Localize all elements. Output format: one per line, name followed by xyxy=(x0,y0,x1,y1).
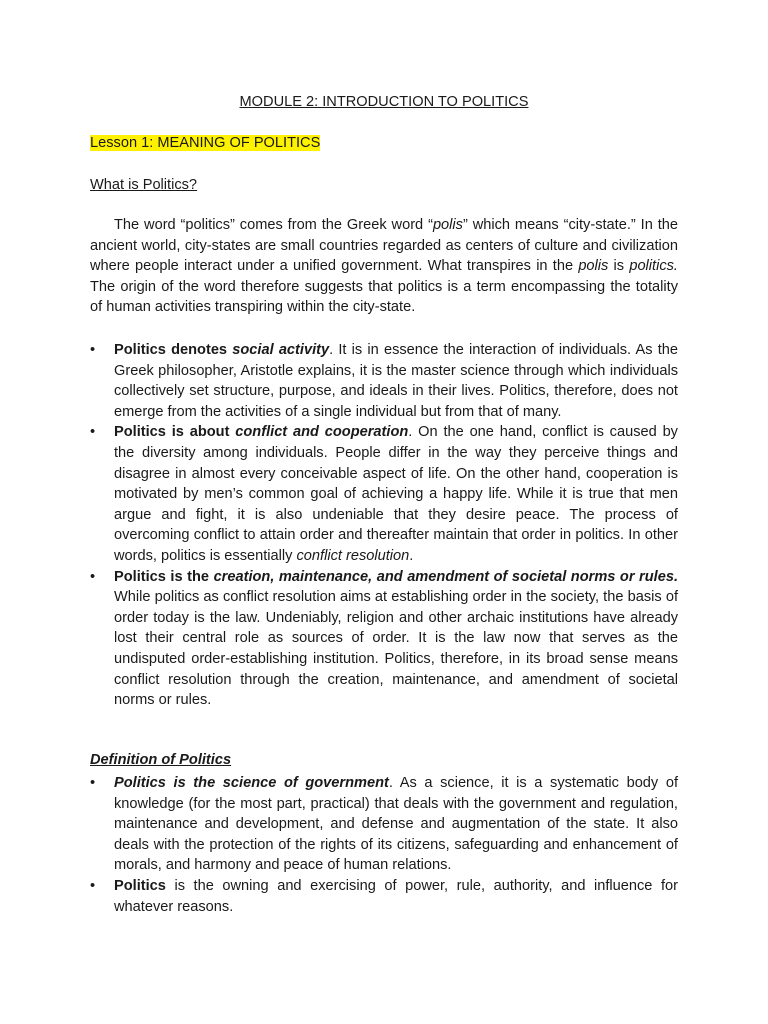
bullet-bold-lead: Politics is about xyxy=(114,424,236,441)
bullet-icon: • xyxy=(90,342,96,358)
bullet-text: . It is in essence the interaction of individuals. As the Greek philosopher, Aristotle explains, it is the master science through which individuals collectively set structure, purpose, and ideals in their lives. Politics, therefore, does not emerge from the activities of a single individual but from that of many. xyxy=(114,342,678,420)
bullet-key-term: creation, maintenance, and amendment of societal norms or rules. xyxy=(213,568,678,585)
intro-italic-politics: politics. xyxy=(629,258,678,275)
lesson-heading xyxy=(90,134,320,152)
list-item xyxy=(90,773,678,876)
intro-text-4: The origin of the word therefore suggests that politics is a term encompassing the totality of human activities transpiring within the city-state. xyxy=(90,278,678,316)
intro-text-2: ” which means “city-state.” In the ancient world, city-states are small countries regarded as centers of culture and civilization where people interact under a unified government. What transpires in the xyxy=(90,217,679,275)
intro-text-3: is xyxy=(608,258,630,275)
list-item xyxy=(90,567,678,711)
intro-italic-polis-2: polis xyxy=(578,258,609,275)
list-item xyxy=(90,340,678,422)
bullet-text: . As a science, it is a systematic body of knowledge (for the most part, practical) that deals with the government and regulation, maintenance and development, and defense and augmentation of the state. It also deals with the protection of the rights of its citizens, safeguarding and enhancement of morals, and harmony and peace of human relations. xyxy=(114,775,678,874)
bullet-key-term: conflict and cooperation xyxy=(235,424,409,441)
section-heading-definition: Definition of Politics xyxy=(90,752,232,768)
bullet-icon: • xyxy=(90,568,96,585)
lesson-heading-highlight: Lesson 1: MEANING OF POLITICS xyxy=(90,135,321,151)
bullet-text: . On the one hand, conflict is caused by the diversity among individuals. People differ in the way they perceive things and disagree in almost every conceivable aspect of life. On the other hand, cooperation is motivated by men’s common goal of achieving a happy life. While it is true that men argue and fight, it is also undeniable that they desire peace. The process of overcoming conflict to attain order and thereafter maintain that order in politics. In other words, politics is essentially xyxy=(114,424,678,564)
bullet-key-term: social activity xyxy=(232,342,330,358)
section-heading-what-is-politics: What is Politics? xyxy=(90,177,198,193)
politics-characteristics-list xyxy=(90,340,678,711)
bullet-italic-term: conflict resolution xyxy=(296,547,410,564)
list-item xyxy=(90,422,678,566)
bullet-bold-lead: Politics is the xyxy=(114,568,214,585)
definition-list xyxy=(90,773,678,917)
bullet-icon: • xyxy=(90,424,96,441)
list-item xyxy=(90,876,678,917)
intro-paragraph xyxy=(90,215,678,318)
intro-italic-polis-1: polis xyxy=(432,217,463,233)
bullet-text: is the owning and exercising of power, rule, authority, and influence for whatever reasons. xyxy=(114,877,678,915)
bullet-end: . xyxy=(409,547,414,564)
bullet-key-term: Politics is the science of government xyxy=(114,775,389,791)
bullet-icon: • xyxy=(90,877,96,894)
bullet-text: While politics as conflict resolution aims at establishing order in the society, the basis of order today is the law. Undeniably, religion and other archaic institutions have already lost their central role as sources of order. It is the law now that serves as the undisputed order-establishing institution. Politics, therefore, in its broad sense means conflict resolution through the creation, maintenance, and amendment of societal norms or rules. xyxy=(114,589,678,709)
intro-text-1: The word “politics” comes from the Greek word “ xyxy=(114,217,433,233)
bullet-icon: • xyxy=(90,775,96,791)
page-title: MODULE 2: INTRODUCTION TO POLITICS xyxy=(239,94,529,110)
bullet-bold-lead: Politics xyxy=(114,877,166,894)
bullet-bold-lead: Politics denotes xyxy=(114,342,233,358)
